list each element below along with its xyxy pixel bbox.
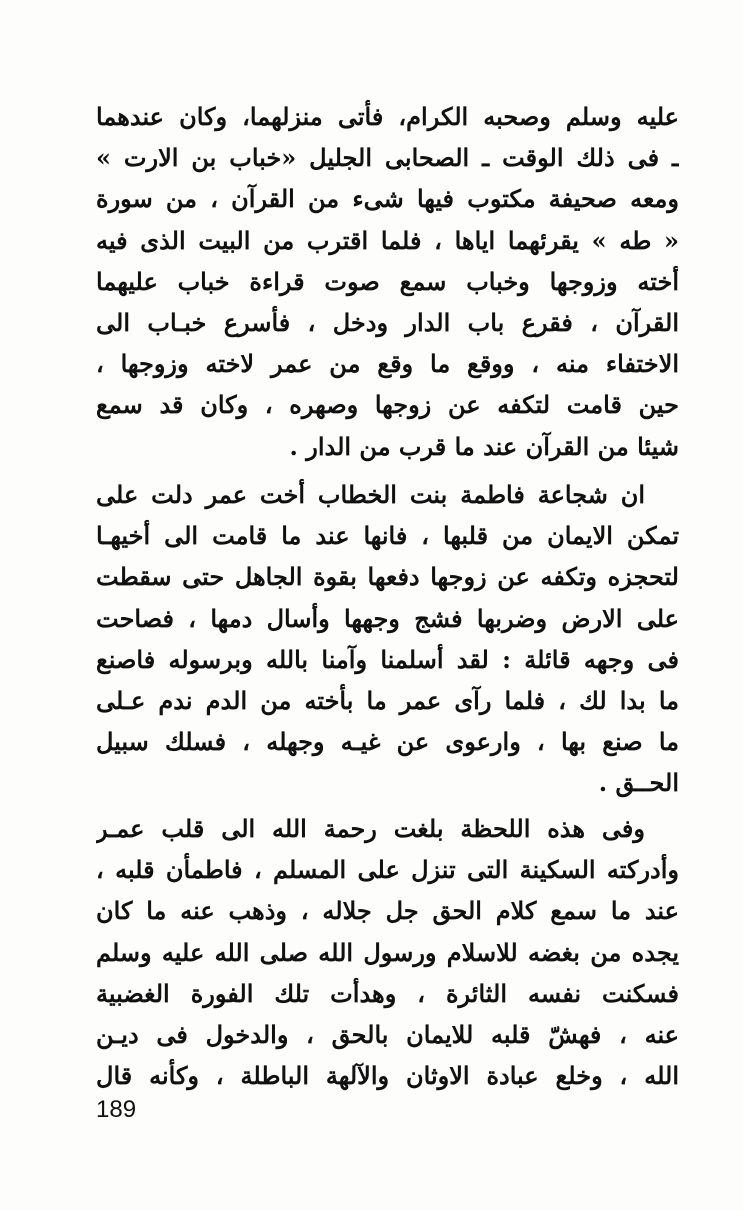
text-line: شيئا من القرآن عند ما قرب من الدار .	[289, 431, 679, 461]
text-line: ان شجاعة فاطمة بنت الخطاب أخت عمر دلت على	[96, 480, 645, 509]
text-line: الاختفاء منه ، ووقع ما وقع من عمر لاخته وزوجها ،	[96, 349, 679, 379]
text-line: فى وجهه قائلة : لقد أسلمنا وآمنا بالله وبرسوله فاصنع	[96, 644, 679, 674]
text-line: على الارض وضربها فشج وجهها وأسال دمها ، فصاحت	[96, 603, 679, 633]
text-line: تمكن الايمان من قلبها ، فانها عند ما قامت الى أخيهـا	[96, 521, 679, 551]
text-line: ما صنع بها ، وارعوى عن غيـه وجهله ، فسلك سبيل	[96, 727, 679, 757]
text-line: حين قامت لتكفه عن زوجها وصهره ، وكان قد سمع	[96, 390, 679, 420]
text-line: ـ فى ذلك الوقت ـ الصحابى الجليل «خباب بن الارت »	[96, 143, 679, 173]
text-line: الحــق .	[598, 768, 679, 798]
text-line: عنه ، فهشّ قلبه للايمان بالحق ، والدخول فى ديـن	[96, 1019, 679, 1049]
text-line: وأدركته السكينة التى تنزل على المسلم ، فاطمأن قلبه ،	[96, 855, 679, 885]
text-line: لتحجزه وتكفه عن زوجها دفعها بقوة الجاهل حتى سقطت	[96, 562, 679, 592]
text-line: ومعه صحيفة مكتوب فيها شىء من القرآن ، من سورة	[96, 184, 679, 214]
paragraph-2	[96, 474, 679, 804]
text-line: ما بدا لك ، فلما رآى عمر ما بأخته من الدم ندم عـلى	[96, 685, 679, 715]
paragraph-1	[96, 96, 679, 467]
text-line: « طه » يقرئهما اياها ، فلما اقترب من البيت الذى فيه	[96, 225, 679, 255]
text-line: وفى هذه اللحظة بلغت رحمة الله الى قلب عمـر	[96, 814, 645, 843]
text-line: الله ، وخلع عبادة الاوثان والآلهة الباطلة ، وكأنه قال	[96, 1061, 679, 1091]
text-line: يجده من بغضه للاسلام ورسول الله صلى الله عليه وسلم	[96, 937, 679, 967]
text-line: عليه وسلم وصحبه الكرام، فأتى منزلهما، وكان عندهما	[96, 102, 679, 131]
text-line: القرآن ، فقرع باب الدار ودخل ، فأسرع خبـاب الى	[96, 307, 679, 337]
text-line: فسكنت نفسه الثائرة ، وهدأت تلك الفورة الغضبية	[96, 978, 679, 1008]
page-number: 189	[96, 1096, 137, 1123]
text-line: أخته وزوجها وخباب سمع صوت قراءة خباب عليهما	[96, 266, 679, 296]
paragraph-3	[96, 808, 679, 1096]
text-line: عند ما سمع كلام الحق جل جلاله ، وذهب عنه ما كان	[96, 896, 679, 926]
